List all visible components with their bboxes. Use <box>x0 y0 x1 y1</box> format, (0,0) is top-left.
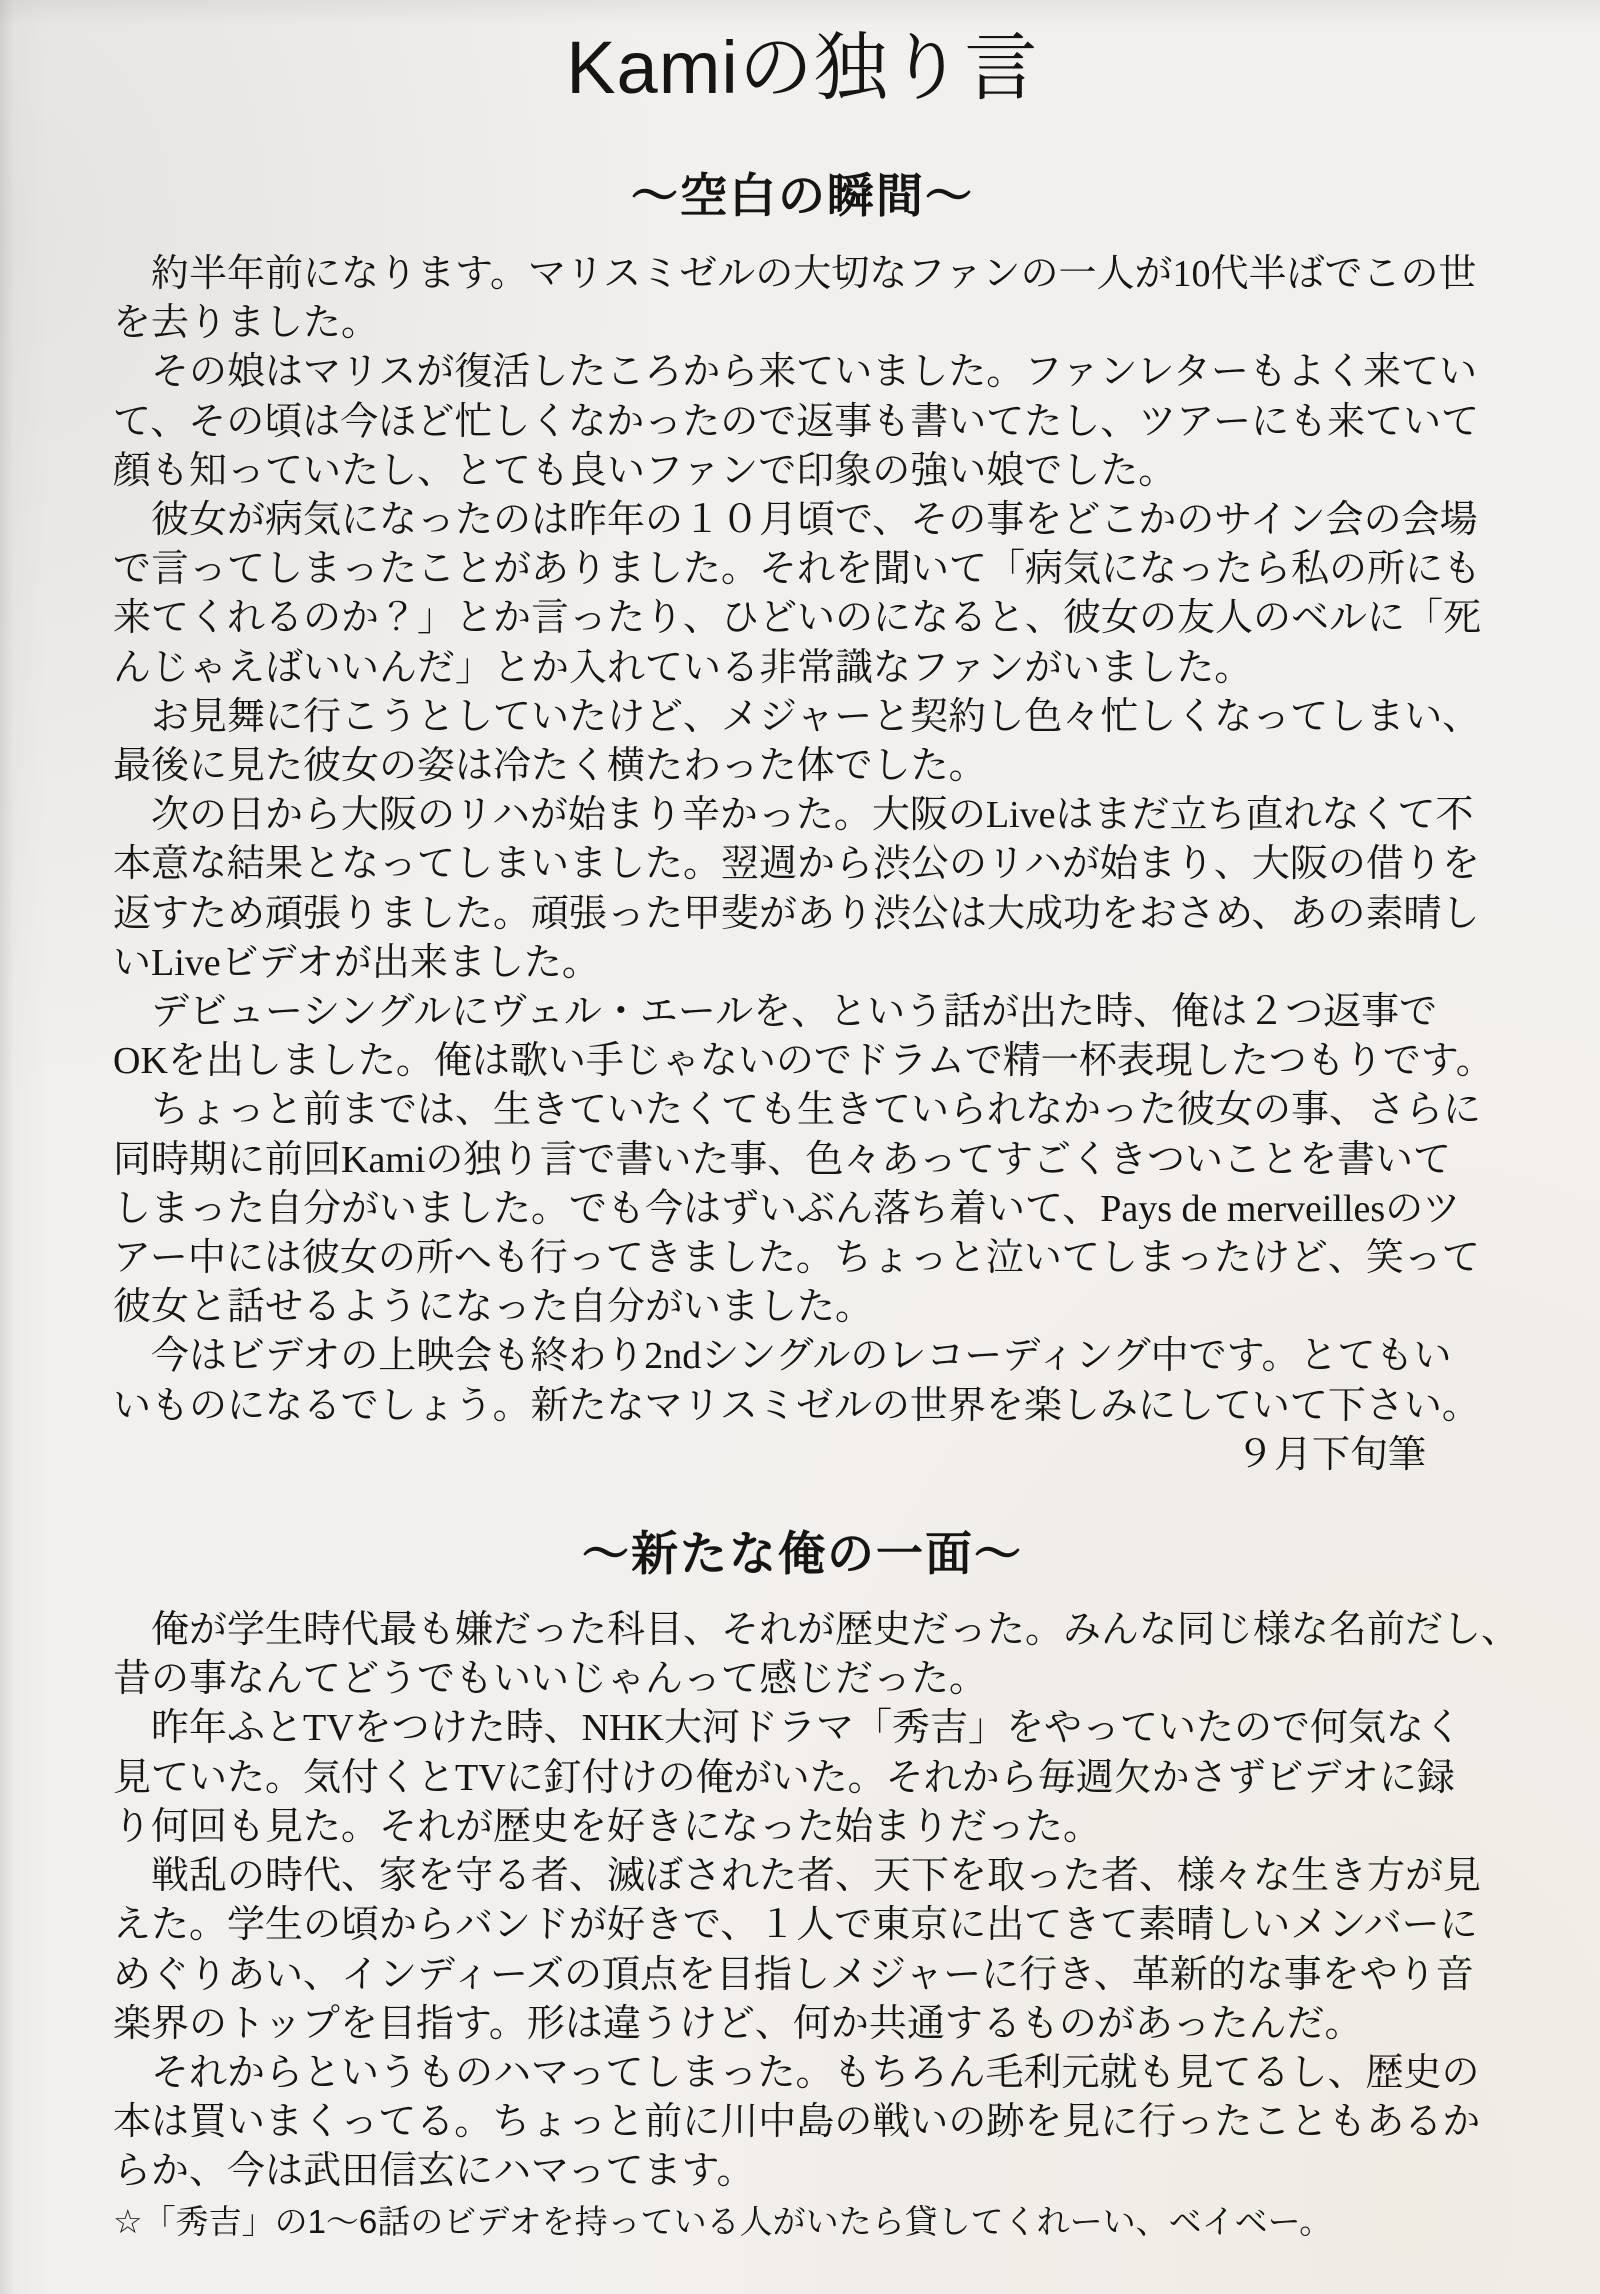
text-line: を去りました。 <box>113 302 380 345</box>
text-line: 次の日から大阪のリハが始まり辛かった。大阪のLiveはまだ立ち直れなくて不 <box>113 794 1474 837</box>
text-line: 彼女が病気になったのは昨年の１０月頃で、その事をどこかのサイン会の会場 <box>113 499 1478 542</box>
text-line: 同時期に前回Kamiの独り言で書いた事、色々あってすごくきついことを書いて <box>113 1138 1452 1181</box>
text-line: えた。学生の頃からバンドが好きで、１人で東京に出てきて素晴しいメンバーに <box>113 1904 1478 1947</box>
text-line: て、その頃は今ほど忙しくなかったので返事も書いてたし、ツアーにも来ていて <box>113 400 1480 443</box>
text-line: 最後に見た彼女の姿は冷たく横たわった体でした。 <box>113 745 987 788</box>
text-line: 今はビデオの上映会も終わり2ndシングルのレコーディング中です。とてもい <box>113 1335 1452 1378</box>
text-line: 来てくれるのか？」とか言ったり、ひどいのになると、彼女の友人のベルに「死 <box>113 597 1482 640</box>
text-line: ちょっと前までは、生きていたくても生きていられなかった彼女の事、さらに <box>113 1089 1482 1132</box>
section2-footnote: ☆「秀吉」の1～6話のビデオを持っている人がいたら貸してくれーい、ベイベー。 <box>113 2202 1333 2240</box>
text-line: めぐりあい、インディーズの頂点を目指しメジャーに行き、革新的な事をやり音 <box>113 1953 1474 1996</box>
text-line: 昨年ふとTVをつけた時、NHK大河ドラマ「秀吉」をやっていたので何気なく <box>113 1707 1462 1750</box>
text-line: いLiveビデオが出来ました。 <box>113 941 600 984</box>
text-line: 俺が学生時代最も嫌だった科目、それが歴史だった。みんな同じ様な名前だし、 <box>113 1609 1520 1652</box>
section-new-side-of-me <box>113 1524 1520 2244</box>
section1-signature: ９月下旬筆 <box>1235 1433 1426 1476</box>
text-line: アー中には彼女の所へも行ってきました。ちょっと泣いてしまったけど、笑って <box>113 1237 1480 1280</box>
text-line: 彼女と話せるようになった自分がいました。 <box>113 1286 874 1329</box>
section1-heading: ～空白の瞬間～ <box>631 169 974 222</box>
text-line: デビューシングルにヴェル・エールを、という話が出た時、俺は２つ返事で <box>113 991 1438 1034</box>
text-line: 約半年前になります。マリスミゼルの大切なファンの一人が10代半ばでこの世 <box>113 253 1477 295</box>
text-line: 楽界のトップを目指す。形は違うけど、何か共通するものがあったんだ。 <box>113 2002 1363 2045</box>
text-line: んじゃえばいいんだ」とか入れている非常識なファンがいました。 <box>113 646 1253 689</box>
text-line: 返すため頑張りました。頑張った甲斐があり渋公は大成功をおさめ、あの素晴し <box>113 892 1480 935</box>
section-blank-moment <box>113 166 1492 1480</box>
text-line: いものになるでしょう。新たなマリスミゼルの世界を楽しみにしていて下さい。 <box>113 1384 1480 1427</box>
text-line: 見ていた。気付くとTVに釘付けの俺がいた。それから毎週欠かさずビデオに録 <box>113 1756 1455 1799</box>
text-line: 昔の事なんてどうでもいいじゃんって感じだった。 <box>113 1658 988 1701</box>
page-title: Kamiの独り言 <box>566 26 1039 109</box>
text-line: しまった自分がいました。でも今はずいぶん落ち着いて、Pays de merveillesのツ <box>113 1187 1461 1230</box>
section1-body <box>113 250 1492 1431</box>
text-line: で言ってしまったことがありました。それを聞いて「病気になったら私の所にも <box>113 548 1482 591</box>
text-line: OKを出しました。俺は歌い手じゃないのでドラムで精一杯表現したつもりです。 <box>113 1040 1494 1083</box>
section2-heading: ～新たな俺の一面～ <box>582 1527 1023 1581</box>
section2-body <box>113 1606 1520 2196</box>
text-line: 本意な結果となってしまいました。翌週から渋公のリハが始まり、大阪の借りを <box>113 843 1480 886</box>
text-line: り何回も見た。それが歴史を好きになった始まりだった。 <box>113 1805 1102 1848</box>
text-line: それからというものハマってしまった。もちろん毛利元就も見てるし、歴史の <box>113 2051 1480 2094</box>
text-line: 本は買いまくってる。ちょっと前に川中島の戦いの跡を見に行ったこともあるか <box>113 2101 1481 2144</box>
text-line: その娘はマリスが復活したころから来ていました。ファンレターもよく来てい <box>113 351 1478 394</box>
text-line: らか、今は武田信玄にハマってます。 <box>113 2150 755 2193</box>
text-line: お見舞に行こうとしていたけど、メジャーと契約し色々忙しくなってしまい、 <box>113 695 1481 738</box>
text-line: 顔も知っていたし、とても良いファンで印象の強い娘でした。 <box>113 449 1177 492</box>
text-line: 戦乱の時代、家を守る者、滅ぼされた者、天下を取った者、様々な生き方が見 <box>113 1855 1482 1898</box>
